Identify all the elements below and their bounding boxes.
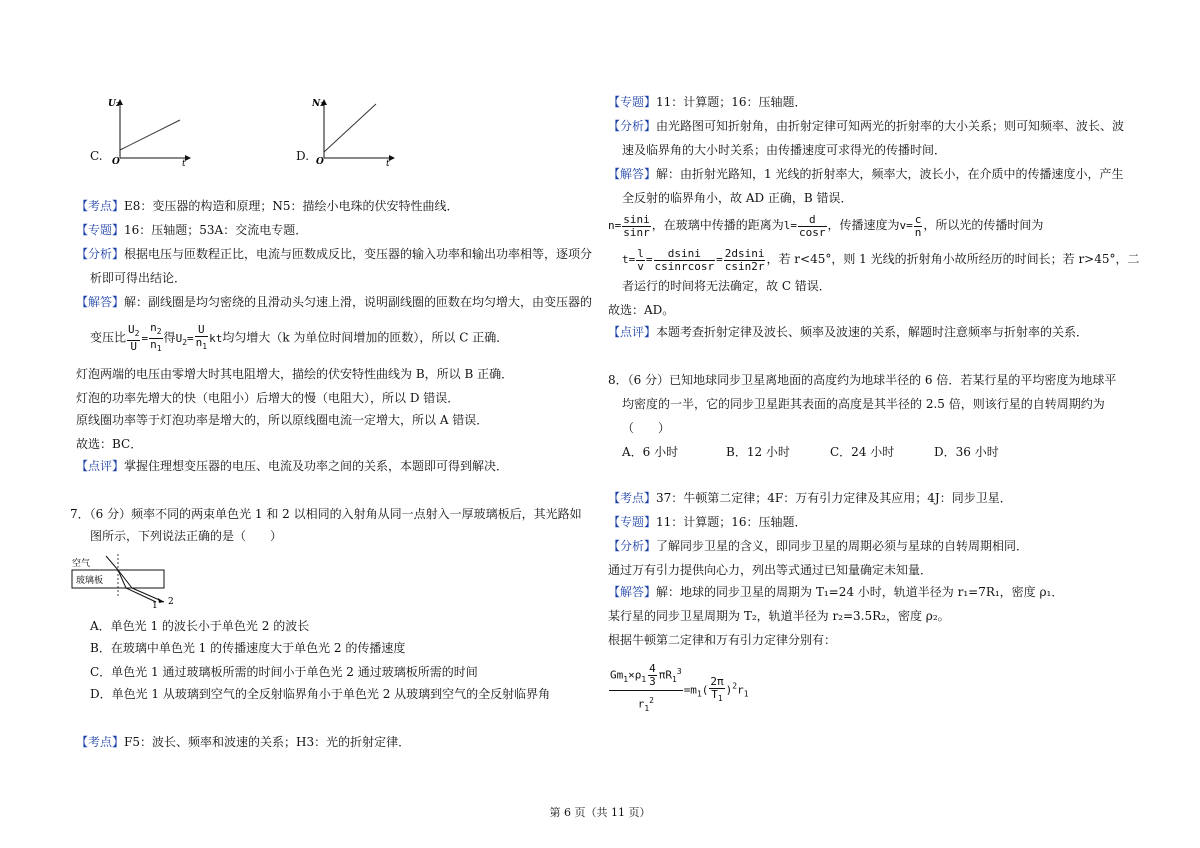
q7-fig-air-label: 空气 bbox=[72, 559, 91, 569]
q7-option-b: B．在玻璃中单色光 1 的传播速度大于单色光 2 的传播速度 bbox=[90, 641, 406, 655]
q7-option-c: C．单色光 1 通过玻璃板所需的时间小于单色光 2 通过玻璃板所需的时间 bbox=[90, 665, 478, 679]
q7-zhuanti-text: 11：计算题；16：压轴题． bbox=[656, 95, 807, 109]
q8-jieda bbox=[608, 584, 1063, 600]
q6-line-3: 灯泡两端的电压由零增大时其电阻增大，描绘的伏安特性曲线为 B，所以 B 正确． bbox=[76, 367, 514, 381]
q8-jieda-text-2: 某行星的同步卫星周期为 T₂，轨道半径为 r₂=3.5R₂，密度 ρ₂。 bbox=[608, 609, 950, 623]
q7-jieda-tag: 【解答】 bbox=[608, 167, 657, 181]
q8-stem-2: 均密度的一半，它的同步卫星距其表面的高度是其半径的 2.5 倍，则该行星的自转周期约为 bbox=[622, 397, 1105, 411]
q8-jieda-tag: 【解答】 bbox=[608, 585, 657, 599]
graph-c-label: C. bbox=[90, 149, 103, 163]
graph-d-origin: O bbox=[316, 157, 324, 166]
q7-refraction-formula-line bbox=[608, 212, 1043, 239]
q7-fig-glass-label: 玻璃板 bbox=[76, 576, 104, 586]
q8-option-b: B．12 小时 bbox=[726, 445, 790, 459]
q6-dianping-text: 掌握住理想变压器的电压、电流及功率之间的关系，本题即可得到解决． bbox=[124, 459, 509, 473]
q8-fenxi-text-2: 通过万有引力提供向心力，列出等式通过已知量确定未知量． bbox=[608, 563, 933, 577]
q8-stem-1: 8．（6 分）已知地球同步卫星离地面的高度约为地球半径的 6 倍．若某行星的平均密度为地球平 bbox=[608, 373, 1117, 387]
q7-line-4: ，若 r<45°，则 1 光线的折射角小故所经历的时间长；若 r>45°，二 bbox=[766, 252, 1140, 266]
q8-fenxi-tag: 【分析】 bbox=[608, 539, 657, 553]
q8-kaodian-text: 37：牛顿第二定律；4F：万有引力定律及其应用；4J：同步卫星． bbox=[656, 491, 1012, 505]
q8-kaodian bbox=[608, 490, 1012, 506]
q6-u2-formula: $U_2=$ $\frac{U}{n_1}$ kt bbox=[175, 323, 223, 352]
q7-v-formula: v= $\frac{c}{n}$ bbox=[899, 212, 922, 239]
q6-fenxi-text-2: 析即可得出结论． bbox=[90, 271, 187, 285]
q7-kaodian bbox=[76, 734, 410, 750]
q6-zhuanti-text: 16：压轴题；53A：交流电专题． bbox=[124, 223, 308, 237]
q8-zhuanti-text: 11：计算题；16：压轴题． bbox=[656, 515, 807, 529]
q7-fenxi-tag: 【分析】 bbox=[608, 119, 657, 133]
q7-jieda-text-2: 全反射的临界角小，故 AD 正确，B 错误． bbox=[622, 191, 853, 205]
q8-option-c: C．24 小时 bbox=[830, 445, 895, 459]
q6-jieda-text-2a: 变压比 bbox=[90, 330, 127, 345]
q8-zhuanti-tag: 【专题】 bbox=[608, 515, 657, 529]
q6-jieda-text-2c: 均匀增大（k 为单位时间增加的匝数），所以 C 正确． bbox=[222, 330, 509, 345]
q7-dianping-tag: 【点评】 bbox=[608, 325, 657, 339]
q7-option-d: D．单色光 1 从玻璃到空气的全反射临界角小于单色光 2 从玻璃到空气的全反射临界角 bbox=[90, 687, 551, 701]
q8-option-d: D．36 小时 bbox=[934, 445, 999, 459]
q8-kaodian-tag: 【考点】 bbox=[608, 491, 657, 505]
q6-line-5: 原线圈功率等于灯泡功率是增大的，所以原线圈电流一定增大，所以 A 错误． bbox=[76, 413, 489, 427]
q7-zhuanti-tag: 【专题】 bbox=[608, 95, 657, 109]
q6-zhuanti-tag: 【专题】 bbox=[76, 223, 125, 237]
q6-fenxi bbox=[76, 246, 592, 262]
q7-jieda bbox=[608, 166, 1123, 182]
q6-jieda-formula-line bbox=[90, 322, 508, 356]
q7-light-path-figure bbox=[70, 552, 190, 612]
q6-answer: 故选：BC． bbox=[76, 437, 143, 451]
q8-zhuanti bbox=[608, 514, 807, 530]
graph-c-plot bbox=[106, 96, 196, 166]
q7-fig-ray-2-label: 2 bbox=[168, 597, 174, 607]
q6-zhuanti bbox=[76, 222, 307, 238]
q7-dianping-text: 本题考查折射定律及波长、频率及波速的关系，解题时注意频率与折射率的关系． bbox=[656, 325, 1089, 339]
q6-fenxi-text-1: 根据电压与匝数程正比，电流与匝数成反比，变压器的输入功率和输出功率相等，逐项分 bbox=[124, 247, 593, 261]
q7-line-3c: ，所以光的传播时间为 bbox=[923, 218, 1044, 232]
q8-gravity-equation: $Gm_1\times\rho_1$ $\frac{4}{3}$ $\pi R_1^3$ $r_1^2$ $=m_1$( $\frac{2\pi}{T_1}$ )$^2r_1$ bbox=[610, 662, 749, 713]
q7-fenxi-text-2: 速及临界角的大小时关系；由传播速度可求得光的传播时间． bbox=[622, 143, 947, 157]
q6-line-4: 灯泡的功率先增大的快（电阻小）后增大的慢（电阻大），所以 D 错误． bbox=[76, 391, 460, 405]
q8-jieda-text-1: 解：地球的同步卫星的周期为 T₁=24 小时，轨道半径为 r₁=7R₁，密度 ρ₁． bbox=[656, 585, 1064, 599]
q7-l-formula: l= $\frac{d}{\cos r}$ bbox=[783, 212, 826, 239]
q6-kaodian-tag: 【考点】 bbox=[76, 199, 125, 213]
q6-kaodian bbox=[76, 198, 459, 214]
q7-zhuanti bbox=[608, 94, 807, 110]
graph-d-x-axis-label: t bbox=[386, 159, 390, 166]
q6-dianping-tag: 【点评】 bbox=[76, 459, 125, 473]
q8-option-a: A．6 小时 bbox=[622, 445, 679, 459]
q7-kaodian-tag: 【考点】 bbox=[76, 735, 125, 749]
q6-jieda-text-2b: 得 bbox=[163, 330, 176, 345]
graph-d-y-axis-label: N₂ bbox=[312, 99, 325, 109]
q7-fenxi-text-1: 由光路图可知折射角，由折射定律可知两光的折射率的大小关系；则可知频率、波长、波 bbox=[656, 119, 1125, 133]
graph-c-y-axis-label: U₂ bbox=[108, 99, 120, 109]
q7-line-3b: ，传播速度为 bbox=[827, 218, 900, 232]
q7-line-5: 者运行的时间将无法确定，故 C 错误． bbox=[622, 279, 831, 293]
q7-t-formula: t= $\frac{l}{v}$ = $\frac{dsini}{\text{csinrcosr}}$ = $\frac{2dsini}{csin2r}$ bbox=[622, 246, 765, 273]
q6-jieda-text-1: 解：副线圈是均匀密绕的且滑动头匀速上滑，说明副线圈的匝数在均匀增大，由变压器的 bbox=[124, 295, 593, 309]
q8-jieda-text-3: 根据牛顿第二定律和万有引力定律分别有： bbox=[608, 633, 837, 647]
q6-jieda bbox=[76, 294, 592, 310]
graph-c-x-axis-label: t bbox=[182, 159, 186, 166]
q7-answer: 故选：AD。 bbox=[608, 303, 675, 317]
q7-fig-ray-1-label: 1 bbox=[152, 601, 158, 611]
graph-c-origin: O bbox=[112, 157, 120, 166]
q6-dianping bbox=[76, 458, 508, 474]
q8-stem-3: （ ） bbox=[622, 421, 671, 435]
q6-jieda-tag: 【解答】 bbox=[76, 295, 125, 309]
q7-option-a: A．单色光 1 的波长小于单色光 2 的波长 bbox=[90, 619, 310, 633]
page-footer: 第 6 页（共 11 页） bbox=[549, 806, 651, 819]
q8-fenxi bbox=[608, 538, 1028, 554]
q7-dianping bbox=[608, 324, 1088, 340]
q7-stem-2: 图所示，下列说法正确的是（ ） bbox=[90, 529, 283, 543]
q7-line-3a: ，在玻璃中传播的距离为 bbox=[651, 218, 784, 232]
q7-kaodian-text: F5：波长、频率和波速的关系；H3：光的折射定律． bbox=[124, 735, 411, 749]
q6-fenxi-tag: 【分析】 bbox=[76, 247, 125, 261]
q7-time-formula-line bbox=[622, 246, 1140, 273]
graph-d-plot bbox=[310, 96, 400, 166]
q7-stem-1: 7．（6 分）频率不同的两束单色光 1 和 2 以相同的入射角从同一点射入一厚玻璃板后，其光路如 bbox=[70, 507, 582, 521]
q6-transform-ratio-formula: $\frac{U_2}{U}$ = $\frac{n_2}{n_1}$ bbox=[128, 321, 162, 354]
q6-kaodian-text: E8：变压器的构造和原理；N5：描绘小电珠的伏安特性曲线． bbox=[124, 199, 459, 213]
q7-jieda-text-1: 解：由折射光路知，1 光线的折射率大，频率大，波长小，在介质中的传播速度小，产生 bbox=[656, 167, 1124, 181]
q7-fenxi bbox=[608, 118, 1124, 134]
q7-n-formula: n= $\frac{\sin i}{\sin r}$ bbox=[608, 212, 650, 239]
graph-d-label: D. bbox=[296, 149, 310, 163]
q8-fenxi-text-1: 了解同步卫星的含义，即同步卫星的周期必须与星球的自转周期相同． bbox=[656, 539, 1029, 553]
